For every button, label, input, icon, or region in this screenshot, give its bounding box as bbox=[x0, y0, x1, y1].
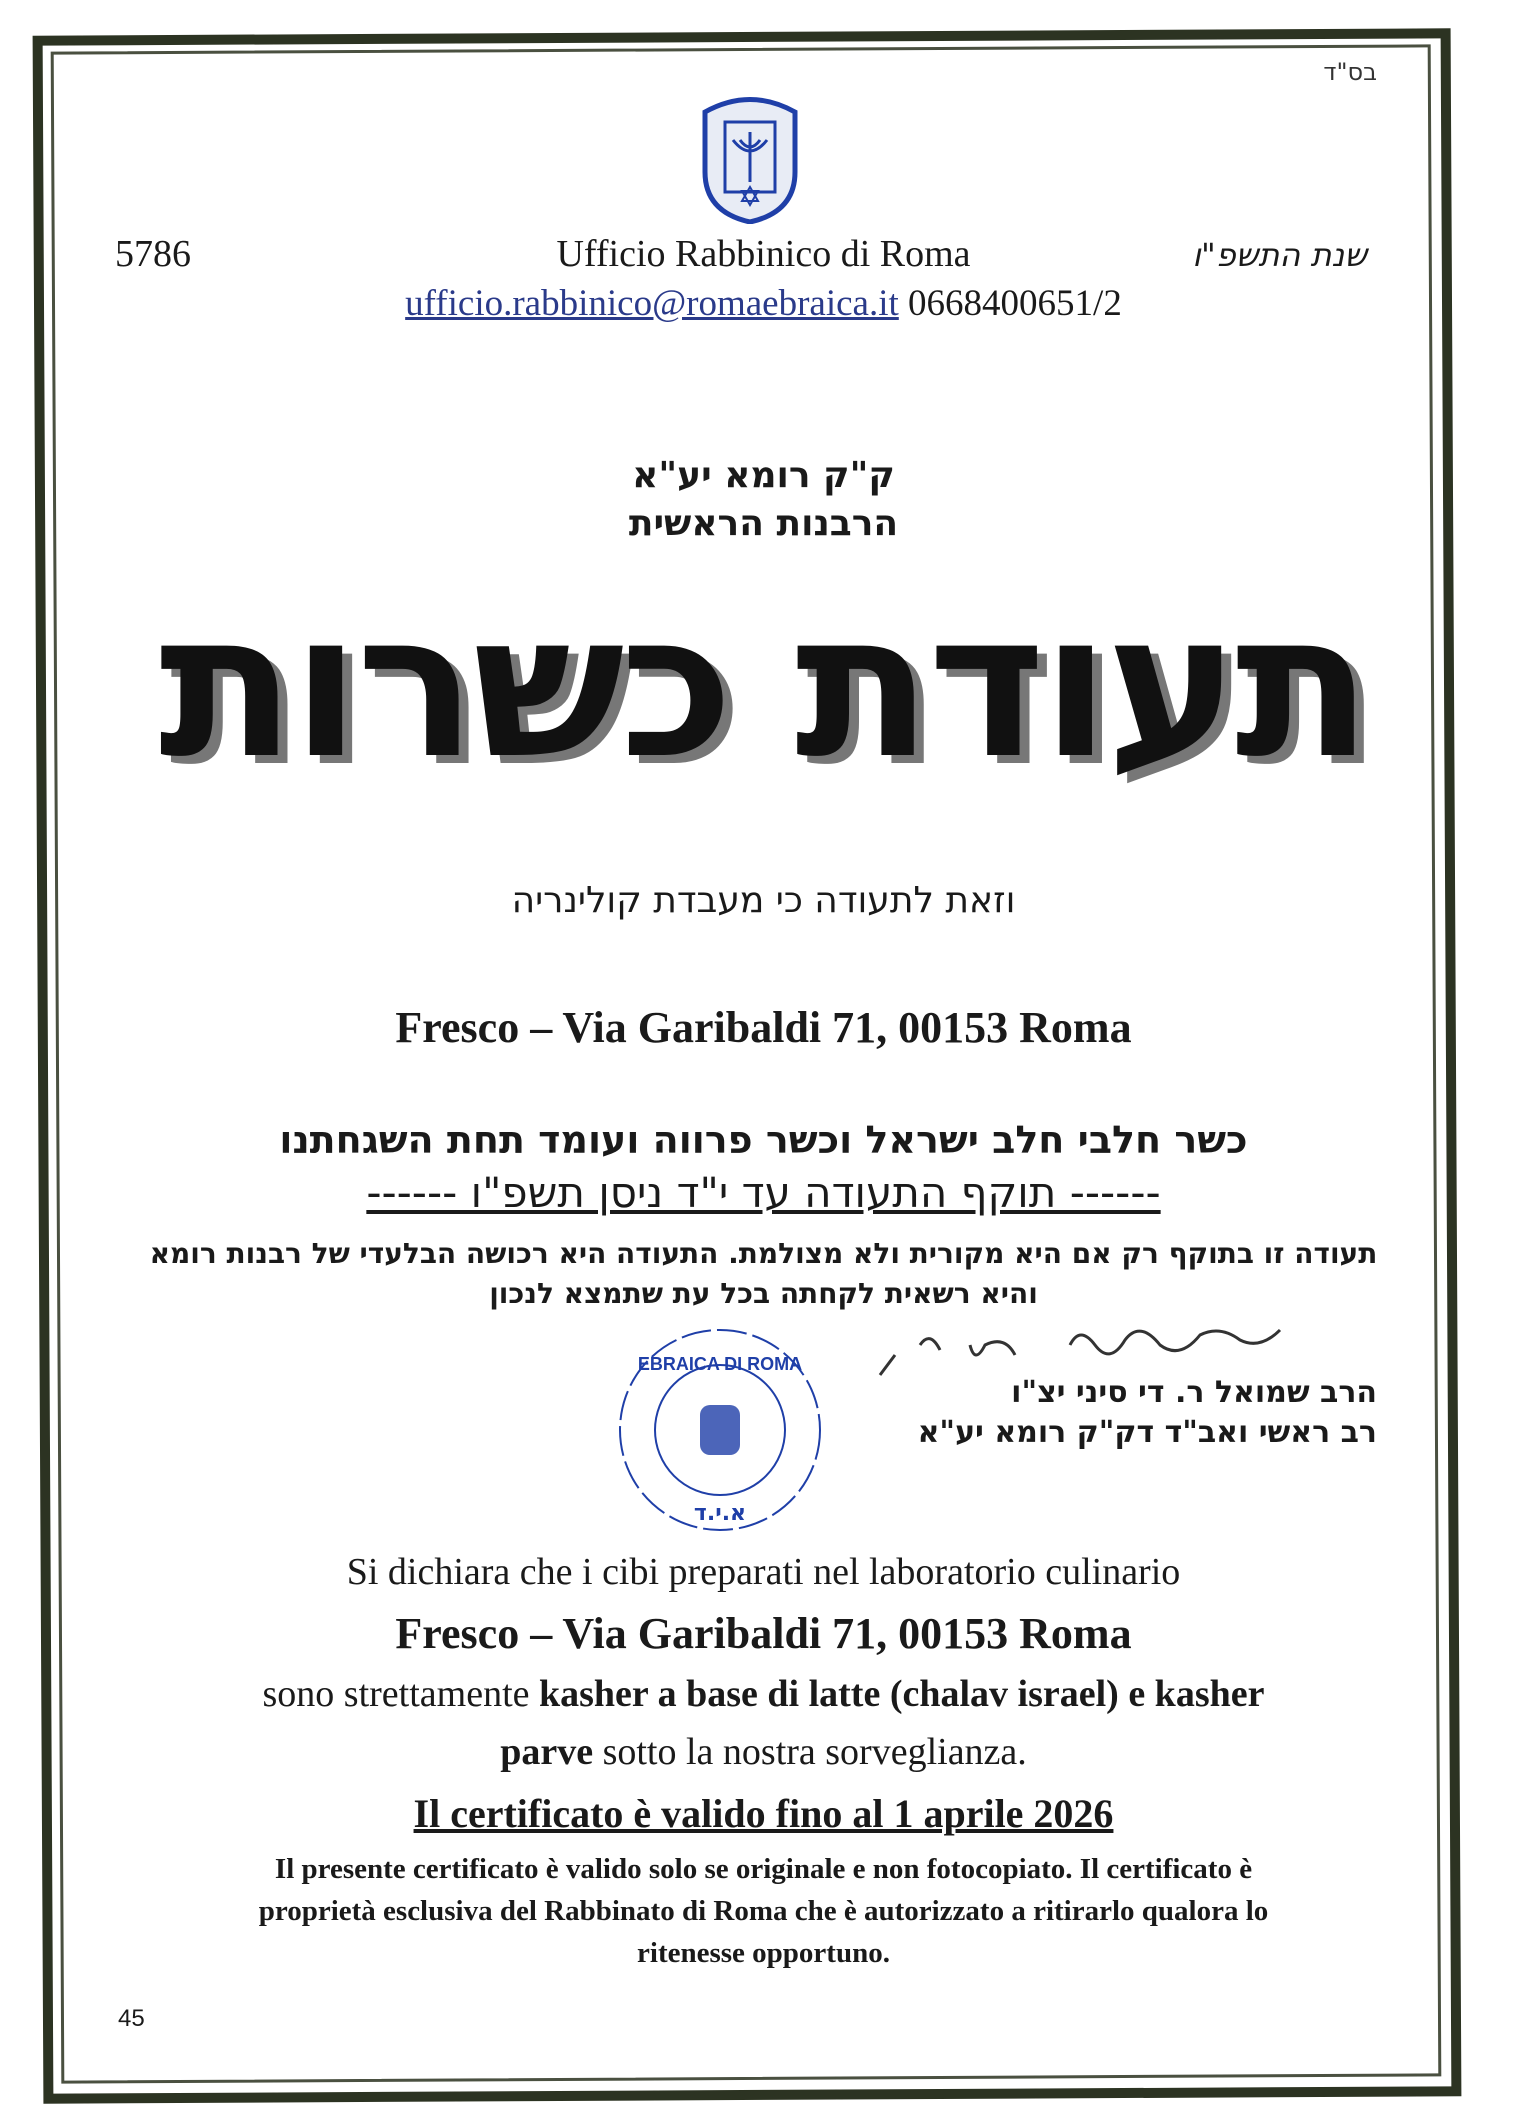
email-link[interactable]: ufficio.rabbinico@romaebraica.it bbox=[405, 283, 899, 324]
year-number: 5786 bbox=[115, 233, 191, 275]
phone-number: 0668400651/2 bbox=[908, 283, 1122, 324]
rabbi-role: רב ראשי ואב"ד דק"ק רומא יע"א bbox=[917, 1415, 1377, 1450]
note-italian-2: proprietà esclusiva del Rabbinato di Roma che è autorizzato a ritirarlo qualora lo bbox=[258, 1895, 1269, 1927]
hebrew-intro: וזאת לתעודה כי מעבדת קולינריה bbox=[511, 880, 1016, 921]
page-number: 45 bbox=[118, 2005, 145, 2032]
kasher-text-b: kasher a base di latte (chalav israel) e kasher bbox=[539, 1673, 1265, 1715]
inner-border bbox=[51, 44, 1442, 2083]
year-hebrew: שנת התשפ"ו bbox=[1192, 236, 1367, 274]
rabbi-name: הרב שמואל ר. די סיני יצ"ו bbox=[1011, 1375, 1377, 1410]
svg-text:EBRAICA DI ROMA: EBRAICA DI ROMA bbox=[637, 1354, 803, 1374]
svg-text:א.י.ד: א.י.ד bbox=[693, 1501, 747, 1526]
certificate-title: תעודת כשרות bbox=[159, 570, 1368, 803]
rabbinate-name: הרבנות הראשית bbox=[628, 503, 899, 544]
note-hebrew-2: והיא רשאית לקחתה בכל עת שתמצא לנכון bbox=[489, 1277, 1038, 1310]
declaration-line: Si dichiara che i cibi preparati nel laboratorio culinario bbox=[346, 1551, 1181, 1593]
community-name: ק"ק רומא יע"א bbox=[632, 455, 895, 496]
kasher-text-a: sono strettamente bbox=[262, 1673, 539, 1715]
business-name-italian-section: Fresco – Via Garibaldi 71, 00153 Roma bbox=[395, 1609, 1132, 1658]
validity-hebrew: ------ תוקף התעודה עד י"ד ניסן תשפ"ו ------ bbox=[366, 1168, 1161, 1217]
validity-italian: Il certificato è valido fino al 1 aprile 2026 bbox=[413, 1791, 1114, 1836]
business-name-hebrew-section: Fresco – Via Garibaldi 71, 00153 Roma bbox=[395, 1003, 1132, 1052]
bsd-mark: בס"ד bbox=[1323, 58, 1377, 86]
office-name: Ufficio Rabbinico di Roma bbox=[556, 233, 971, 275]
rabbinate-crest-logo bbox=[695, 92, 805, 224]
supervision-text: sotto la nostra sorveglianza. bbox=[593, 1731, 1027, 1773]
note-hebrew-1: תעודה זו בתוקף רק אם היא מקורית ולא מצולמת. התעודה היא רכושה הבלעדי של רבנות רומא bbox=[149, 1237, 1378, 1270]
note-italian-1: Il presente certificato è valido solo se originale e non fotocopiato. Il certificato è bbox=[274, 1853, 1253, 1885]
parve-text: parve bbox=[500, 1731, 594, 1773]
rabbinate-stamp bbox=[600, 1315, 840, 1545]
kashrut-statement-hebrew: כשר חלבי חלב ישראל וכשר פרווה ועומד תחת השגחתנו bbox=[279, 1118, 1248, 1162]
note-italian-3: ritenesse opportuno. bbox=[637, 1937, 890, 1969]
